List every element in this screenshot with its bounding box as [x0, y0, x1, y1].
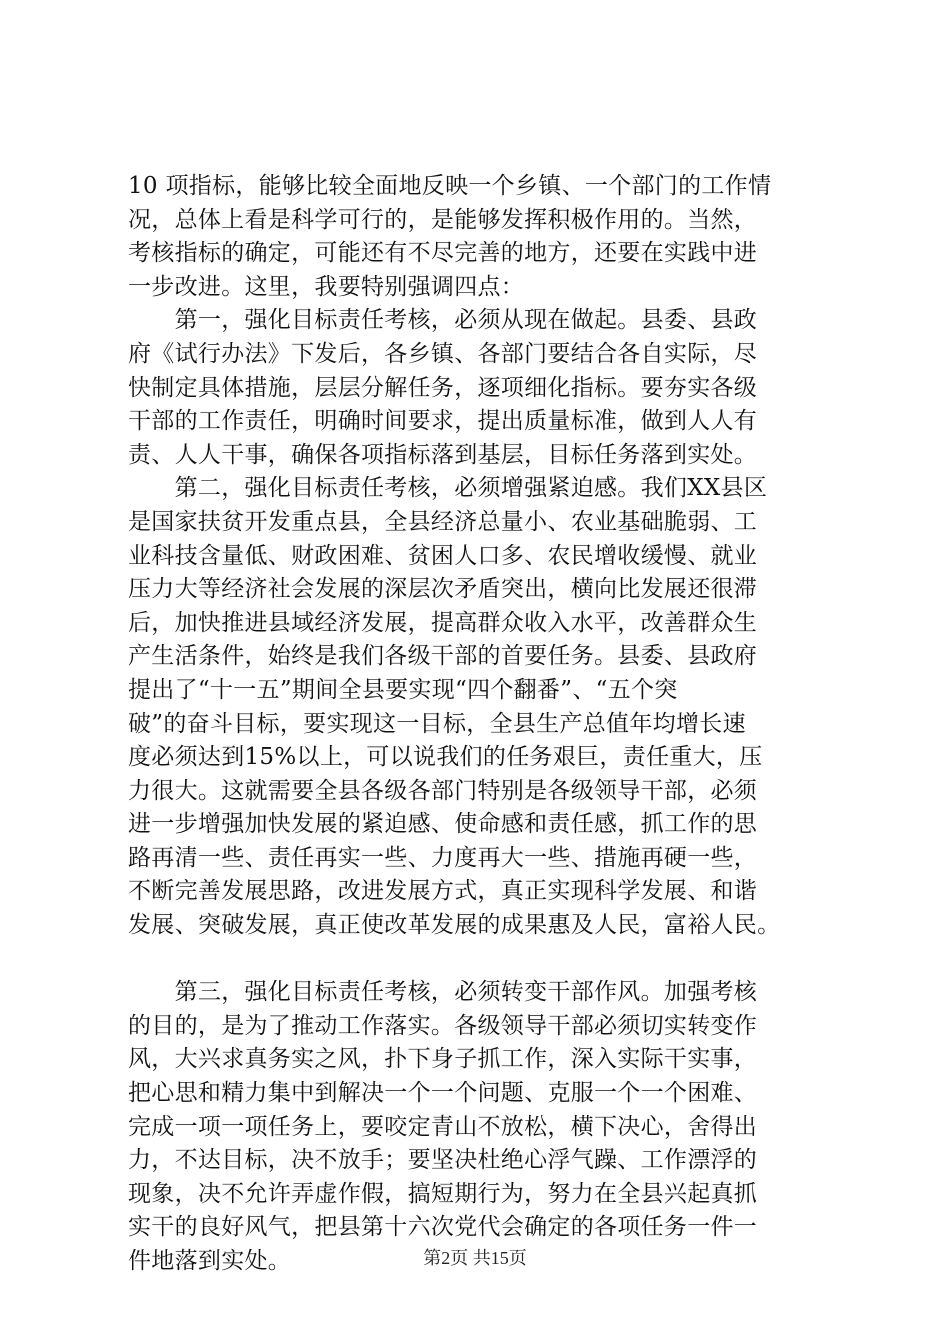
- text-line: 实干的良好风气，把县第十六次党代会确定的各项任务一件一: [128, 1214, 758, 1241]
- text-line: 府《试行办法》下发后，各乡镇、各部门要结合各自实际，尽: [128, 340, 758, 367]
- text-line: 快制定具体措施，层层分解任务，逐项细化指标。要夯实各级: [128, 374, 758, 401]
- text-line: 提出了“十一五”期间全县要实现“四个翻番”、“五个突: [128, 676, 678, 703]
- text-line: 责、人人干事，确保各项指标落到基层，目标任务落到实处。: [128, 441, 758, 468]
- text-line: 业科技含量低、财政困难、贫困人口多、农民增收缓慢、就业: [128, 542, 758, 569]
- text-line: 破”的奋斗目标，要实现这一目标，全县生产总值年均增长速: [128, 710, 746, 737]
- text-line: 发展、突破发展，真正使改革发展的成果惠及人民，富裕人民。: [128, 912, 781, 939]
- text-line: 的目的，是为了推动工作落实。各级领导干部必须切实转变作: [128, 1012, 758, 1039]
- text-line: 后，加快推进县域经济发展，提高群众收入水平，改善群众生: [128, 609, 758, 636]
- text-line: 现象，决不允许弄虚作假，搞短期行为，努力在全县兴起真抓: [128, 1180, 758, 1207]
- text-line: 风，大兴求真务实之风，扑下身子抓工作，深入实际干实事，: [128, 1046, 758, 1073]
- text-line: 考核指标的确定，可能还有不尽完善的地方，还要在实践中进: [128, 240, 758, 267]
- paragraph-gap: [128, 943, 834, 977]
- text-line: 第一，强化目标责任考核，必须从现在做起。县委、县政: [128, 307, 758, 334]
- text-line: 力很大。这就需要全县各级各部门特别是各级领导干部，必须: [128, 777, 758, 804]
- text-line: 是国家扶贫开发重点县，全县经济总量小、农业基础脆弱、工: [128, 508, 758, 535]
- document-body: [128, 170, 834, 1279]
- text-line: 路再清一些、责任再实一些、力度再大一些、措施再硬一些，: [128, 844, 758, 871]
- text-line: 件地落到实处。: [128, 1248, 292, 1274]
- text-line: 第二，强化目标责任考核，必须增强紧迫感。我们XX县区: [128, 475, 768, 502]
- text-line: 完成一项一项任务上，要咬定青山不放松，横下决心，舍得出: [128, 1113, 758, 1140]
- text-line: 压力大等经济社会发展的深层次矛盾突出，横向比发展还很滞: [128, 576, 758, 603]
- page-number-footer: 第2页 共15页: [423, 1248, 527, 1268]
- text-line: 不断完善发展思路，改进发展方式，真正实现科学发展、和谐: [128, 878, 758, 905]
- text-line: 把心思和精力集中到解决一个一个问题、克服一个一个困难、: [128, 1080, 758, 1107]
- text-line: 干部的工作责任，明确时间要求，提出质量标准，做到人人有: [128, 408, 758, 435]
- text-line: 进一步增强加快发展的紧迫感、使命感和责任感，抓工作的思: [128, 811, 758, 838]
- text-line: 第三，强化目标责任考核，必须转变干部作风。加强考核: [128, 979, 758, 1006]
- text-line: 力，不达目标，决不放手；要坚决杜绝心浮气躁、工作漂浮的: [128, 1147, 758, 1174]
- text-line: 度必须达到15%以上，可以说我们的任务艰巨，责任重大，压: [128, 744, 763, 771]
- text-line: 10 项指标，能够比较全面地反映一个乡镇、一个部门的工作情: [128, 173, 772, 199]
- text-line: 一步改进。这里，我要特别强调四点：: [128, 273, 525, 300]
- text-line: 况，总体上看是科学可行的，是能够发挥积极作用的。当然，: [128, 206, 758, 233]
- text-line: 产生活条件，始终是我们各级干部的首要任务。县委、县政府: [128, 643, 758, 670]
